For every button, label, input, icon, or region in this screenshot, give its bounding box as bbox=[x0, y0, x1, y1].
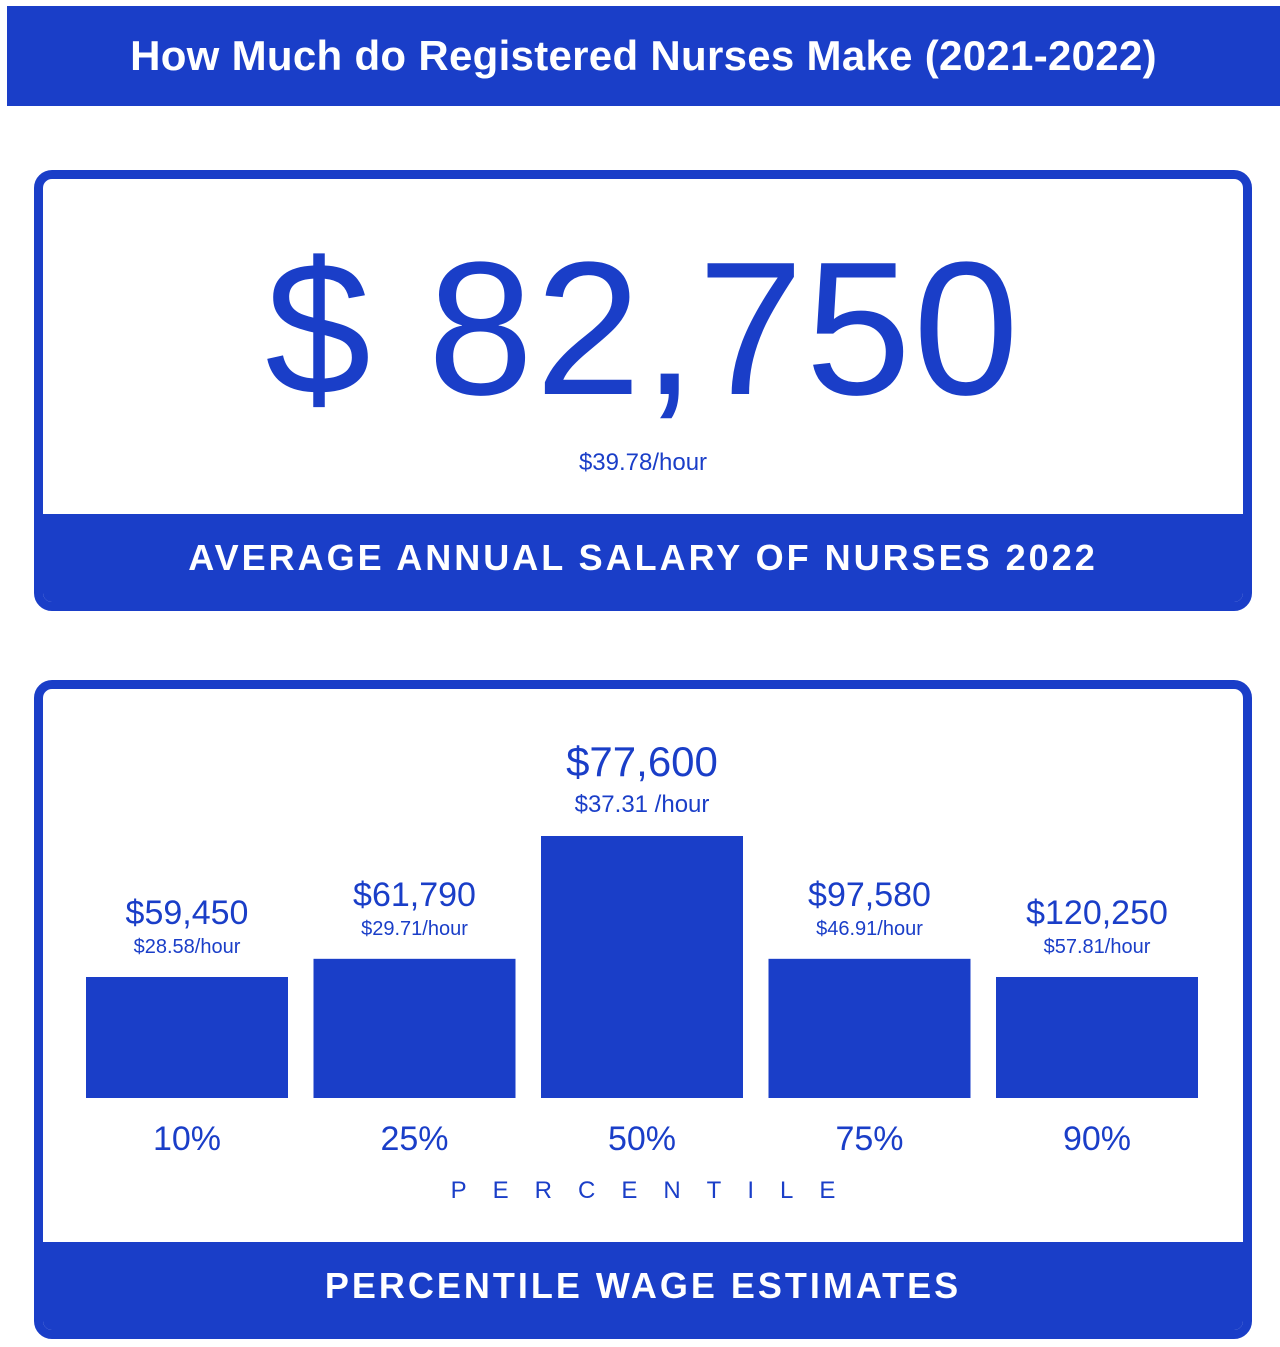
annual-wage-label: $77,600 bbox=[566, 738, 718, 785]
annual-wage-label: $61,790 bbox=[353, 875, 476, 914]
bar-50pct bbox=[541, 836, 743, 1098]
annual-wage-label: $120,250 bbox=[1026, 894, 1168, 932]
bar-10pct bbox=[86, 977, 288, 1098]
average-hourly-value: $39.78/hour bbox=[578, 449, 708, 476]
bar-75pct bbox=[769, 959, 971, 1098]
percentile-tick-label: 75% bbox=[835, 1120, 904, 1158]
bar-90pct bbox=[996, 977, 1198, 1098]
percentile-footer: PERCENTILE WAGE ESTIMATES bbox=[43, 1242, 1243, 1330]
hourly-wage-label: $57.81/hour bbox=[1043, 936, 1151, 958]
percentile-axis-label: PERCENTILE bbox=[450, 1177, 862, 1204]
percentile-tick-label: 50% bbox=[607, 1120, 677, 1158]
percentile-tick-label: 25% bbox=[380, 1120, 449, 1158]
hourly-wage-label: $29.71/hour bbox=[361, 917, 468, 940]
percentile-tick-label: 90% bbox=[1062, 1120, 1132, 1158]
hourly-wage-label: $28.58/hour bbox=[133, 936, 241, 958]
percentile-tick-label: 10% bbox=[152, 1120, 222, 1158]
percentile-bar-chart bbox=[43, 689, 1243, 1169]
bar-25pct bbox=[314, 959, 516, 1098]
annual-wage-label: $97,580 bbox=[808, 875, 931, 914]
percentile-card bbox=[34, 680, 1252, 1339]
hourly-wage-label: $46.91/hour bbox=[816, 917, 923, 940]
page-title: How Much do Registered Nurses Make (2021-2022) bbox=[7, 6, 1280, 106]
average-salary-footer: AVERAGE ANNUAL SALARY OF NURSES 2022 bbox=[43, 514, 1243, 602]
average-salary-card bbox=[34, 170, 1252, 611]
annual-wage-label: $59,450 bbox=[125, 894, 249, 932]
average-salary-value: $ 82,750 bbox=[265, 223, 1021, 435]
hourly-wage-label: $37.31 /hour bbox=[574, 791, 710, 818]
